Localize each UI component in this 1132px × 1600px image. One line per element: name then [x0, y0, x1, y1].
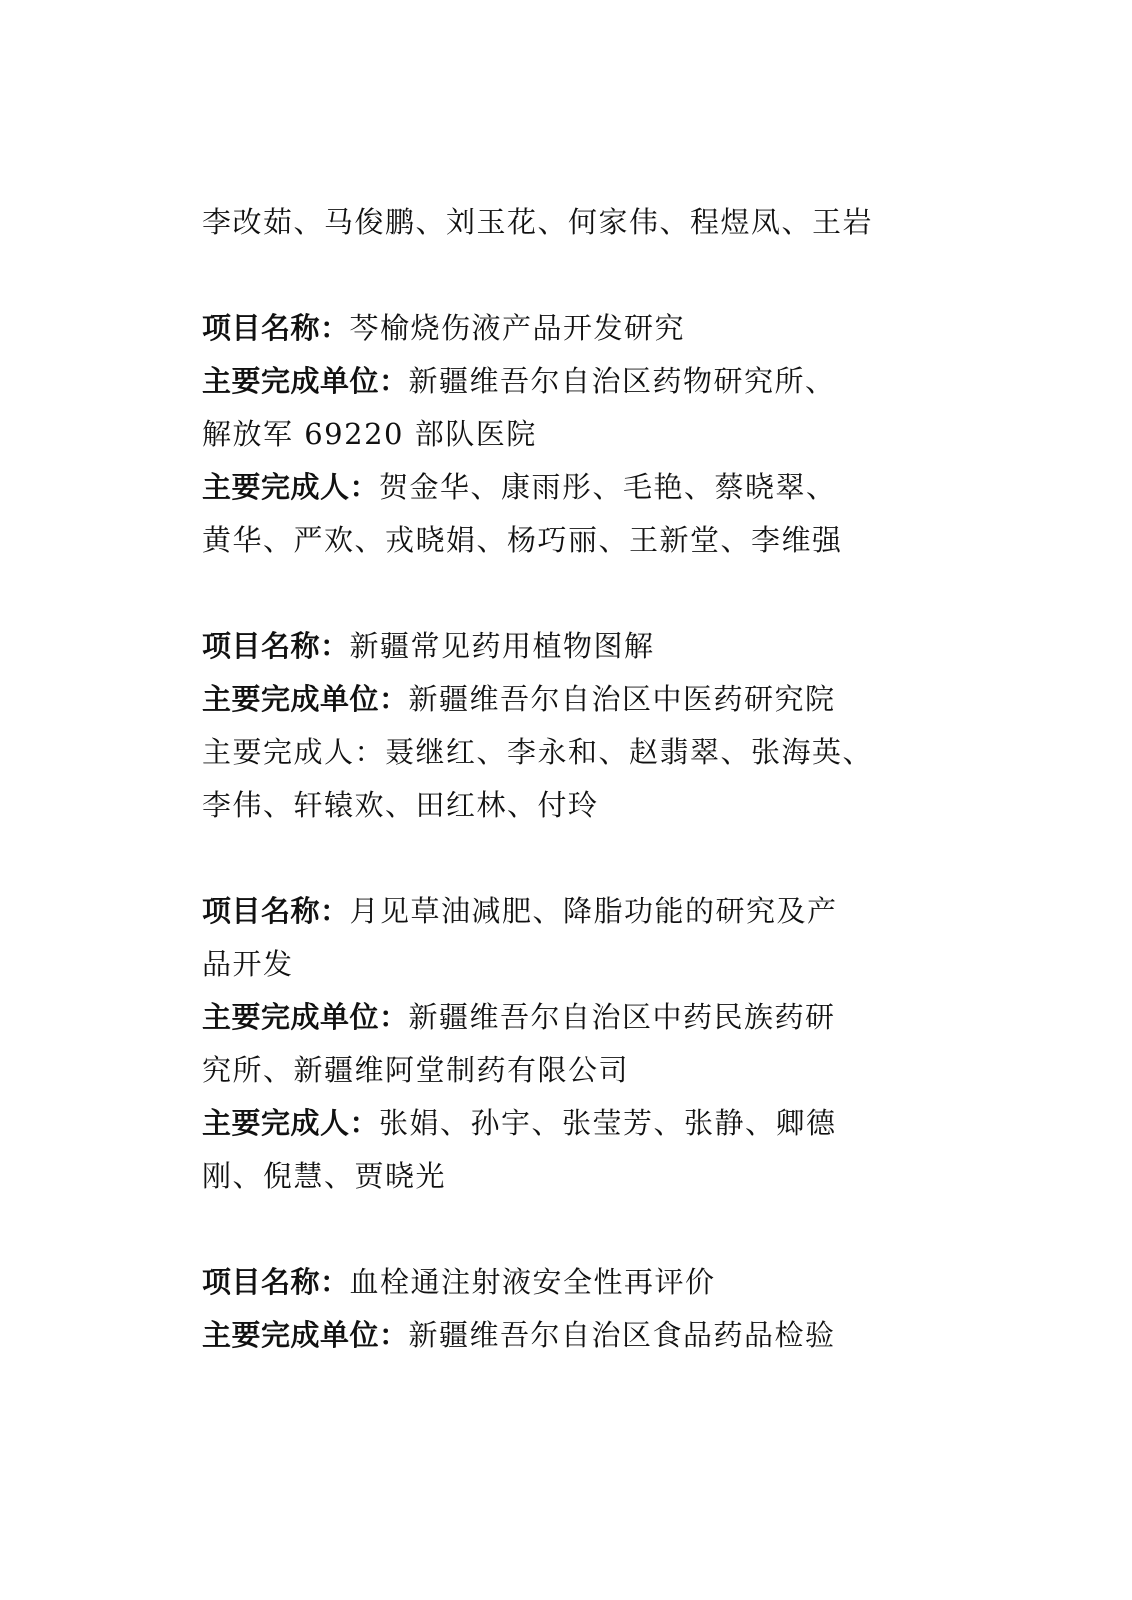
project-unit-line: [202, 1309, 882, 1362]
project-unit-line: [202, 673, 882, 726]
project-unit: 新疆维吾尔自治区中医药研究院: [408, 682, 836, 716]
project-name: 月见草油减肥、降脂功能的研究及产: [349, 894, 838, 928]
project-people: 聂继红、李永和、赵翡翠、张海英、: [385, 735, 874, 769]
project-name-continued: 品开发: [202, 947, 294, 981]
spacer: [202, 1203, 882, 1256]
project-people-line: [202, 461, 882, 514]
project-unit-label: 主要完成单位：: [202, 682, 409, 716]
project-unit: 新疆维吾尔自治区食品药品检验: [408, 1318, 836, 1352]
project-people-line: [202, 726, 882, 779]
spacer: [202, 249, 882, 302]
project-people-label: 主要完成人：: [202, 1106, 380, 1140]
project-entry-3: [202, 885, 882, 1203]
project-name-label: 项目名称：: [202, 894, 350, 928]
project-people-continued: 黄华、严欢、戎晓娟、杨巧丽、王新堂、李维强: [202, 523, 843, 557]
project-name-line: [202, 302, 882, 355]
project-unit-line: [202, 355, 882, 408]
project-people-label: 主要完成人：: [202, 735, 386, 769]
project-people-line: [202, 1097, 882, 1150]
project-people-continued: 刚、倪慧、贾晓光: [202, 1159, 447, 1193]
spacer: [202, 567, 882, 620]
project-unit-label: 主要完成单位：: [202, 364, 409, 398]
project-people: 贺金华、康雨彤、毛艳、蔡晓翠、: [379, 470, 837, 504]
project-people-continued: 李伟、轩辕欢、田红林、付玲: [202, 788, 599, 822]
people-names: 李改茹、马俊鹏、刘玉花、何家伟、程煜凤、王岩: [202, 205, 874, 239]
project-people-line-continued: [202, 779, 882, 832]
project-entry-4: [202, 1256, 882, 1362]
document-content: [202, 196, 882, 1362]
project-people-line-continued: [202, 514, 882, 567]
project-name-label: 项目名称：: [202, 311, 350, 345]
project-name-line: [202, 1256, 882, 1309]
project-entry-2: [202, 620, 882, 832]
project-people: 张娟、孙宇、张莹芳、张静、卿德: [379, 1106, 837, 1140]
project-unit-continued: 究所、新疆维阿堂制药有限公司: [202, 1053, 630, 1087]
project-unit: 新疆维吾尔自治区药物研究所、: [408, 364, 836, 398]
spacer: [202, 832, 882, 885]
project-people-label: 主要完成人：: [202, 470, 380, 504]
project-unit-label: 主要完成单位：: [202, 1000, 409, 1034]
previous-project-people-continued: [202, 196, 882, 249]
project-unit-line-continued: [202, 408, 882, 461]
project-people-line-continued: [202, 1150, 882, 1203]
project-name: 芩榆烧伤液产品开发研究: [349, 311, 686, 345]
project-name-line: [202, 885, 882, 938]
project-name-label: 项目名称：: [202, 1265, 350, 1299]
project-name: 新疆常见药用植物图解: [349, 629, 655, 663]
project-name-line-continued: [202, 938, 882, 991]
project-unit-continued: 解放军 69220 部队医院: [202, 417, 537, 451]
project-name-line: [202, 620, 882, 673]
project-name-label: 项目名称：: [202, 629, 350, 663]
project-unit-line: [202, 991, 882, 1044]
project-unit: 新疆维吾尔自治区中药民族药研: [408, 1000, 836, 1034]
project-entry-1: [202, 302, 882, 567]
project-unit-label: 主要完成单位：: [202, 1318, 409, 1352]
project-unit-line-continued: [202, 1044, 882, 1097]
project-name: 血栓通注射液安全性再评价: [349, 1265, 716, 1299]
